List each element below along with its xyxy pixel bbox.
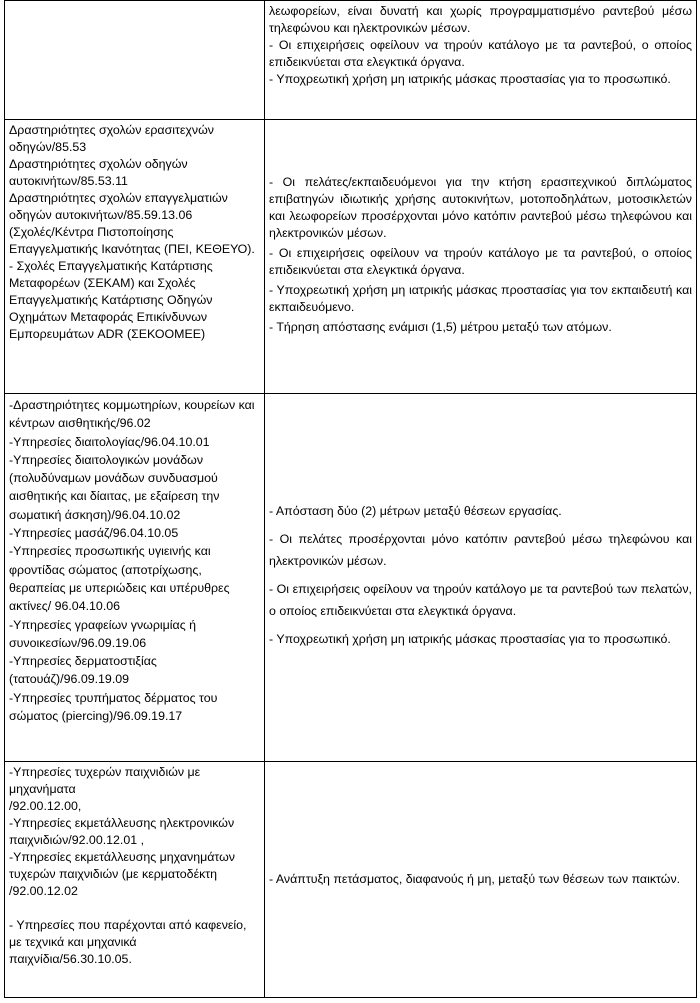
measure-text: - Απόσταση δύο (2) μέτρων μεταξύ θέσεων εργασίας. (269, 503, 562, 518)
activity-text: -Υπηρεσίες διαιτολογικών μονάδων (πολυδύναμων μονάδων συνδυασμού αισθητικής και δίαιτας, με εξαίρεση την σωματική άσκηση)/96.04.10.02 (9, 452, 220, 522)
activity-text: -Υπηρεσίες εκμετάλλευσης μηχανημάτων τυχερών παιχνιδιών (με κερματοδέκτη (9, 850, 235, 881)
measure-text: - Τήρηση απόστασης ενάμισι (1,5) μέτρου μεταξύ των ατόμων. (269, 320, 612, 334)
measure-text: - Οι πελάτες προσέρχονται μόνο κατόπιν ραντεβού μέσω τηλεφώνου και ηλεκτρονικών μέσων. (269, 531, 692, 568)
measures-cell (265, 1, 697, 120)
activity-text: -Υπηρεσίες προσωπικής υγιεινής και φροντίδας σώματος (αποτρίχωσης, θεραπείας με υπεριώδεις και υπέρυθρες ακτίνες/ 96.04.10.06 (9, 544, 230, 614)
measure-text: λεωφορείων, είναι δυνατή και χωρίς προγραμματισμένο ραντεβού μέσω τηλεφώνου και ηλεκτρονικών μέσων. (269, 4, 692, 35)
measure-text: - Ανάπτυξη πετάσματος, διαφανούς ή μη, μεταξύ των θέσεων των παικτών. (269, 872, 681, 886)
activity-text: Δραστηριότητες σχολών οδηγών αυτοκινήτων/85.53.11 (9, 157, 188, 188)
activity-cell (5, 1, 265, 120)
blank-line (9, 900, 260, 917)
activity-text: -Υπηρεσίες γραφείων γνωριμίας ή συνοικεσίων/96.09.19.06 (9, 617, 196, 650)
activity-text: -Δραστηριότητες κομμωτηρίων, κουρείων και κέντρων αισθητικής/96.02 (9, 398, 255, 431)
activity-text: -Υπηρεσίες εκμετάλλευσης ηλεκτρονικών παιχνιδιών/92.00.12.01 , (9, 816, 235, 847)
activity-text: -Υπηρεσίες δερματοστιξίας (τατουάζ)/96.09.19.09 (9, 654, 157, 687)
table-row (5, 120, 697, 394)
measure-text: - Υποχρεωτική χρήση μη ιατρικής μάσκας προστασίας για το προσωπικό. (269, 631, 671, 646)
measure-text: - Οι πελάτες/εκπαιδευόμενοι για την κτήση ερασιτεχνικού διπλώματος επιβατηγών ιδιωτικής χρήσης αυτοκινήτων, μοτοποδηλάτων, μοτοσικλετών και λεωφορείων προσέρχονται μόνο κατόπιν ραντεβού μέσω τηλεφώνου και ηλεκτρονικών μέσων. (269, 175, 692, 240)
measures-cell (265, 394, 697, 762)
activity-text: (Σχολές/Κέντρα Πιστοποίησης Επαγγελματικής Ικανότητας (ΠΕΙ, ΚΕΘΕΥΟ). (9, 225, 255, 256)
activity-cell (5, 762, 265, 998)
activity-text: /92.00.12.02 (9, 884, 78, 898)
measure-text: - Υποχρεωτική χρήση μη ιατρικής μάσκας προστασίας για το προσωπικό. (269, 72, 671, 86)
activity-text: Δραστηριότητες σχολών ερασιτεχνών οδηγών/85.53 (9, 123, 214, 154)
table-row (5, 394, 697, 762)
measure-text: - Οι επιχειρήσεις οφείλουν να τηρούν κατάλογο με τα ραντεβού, ο οποίος επιδεικνύεται στα ελεγκτικά όργανα. (269, 38, 692, 69)
activity-text: - Σχολές Επαγγελματικής Κατάρτισης Μεταφορέων (ΣΕΚΑΜ) και Σχολές Επαγγελματικής Κατάρτισης Οδηγών Οχημάτων Μεταφοράς Επικίνδυνων Εμπορευμάτων ADR (ΣΕΚΟΟΜΕΕ) (9, 259, 213, 341)
activity-text: /92.00.12.00, (9, 799, 82, 813)
activity-cell (5, 120, 265, 394)
measure-text: - Υποχρεωτική χρήση μη ιατρικής μάσκας προστασίας για τον εκπαιδευτή και εκπαιδευόμενο. (269, 283, 692, 314)
measures-cell (265, 120, 697, 394)
measure-text: - Οι επιχειρήσεις οφείλουν να τηρούν κατάλογο με τα ραντεβού των πελατών, ο οποίος επιδεικνύεται στα ελεγκτικά όργανα. (269, 581, 692, 618)
activity-text: -Υπηρεσίες τυχερών παιχνιδιών με μηχανήματα (9, 765, 201, 796)
activity-cell (5, 394, 265, 762)
activity-text: Δραστηριότητες σχολών επαγγελματιών οδηγών αυτοκινήτων/85.59.13.06 (9, 191, 228, 222)
activity-text: -Υπηρεσίες διαιτολογίας/96.04.10.01 (9, 434, 210, 449)
activity-text: - Υπηρεσίες που παρέχονται από καφενείο, με τεχνικά και μηχανικά παιχνίδια/56.30.10.05. (9, 918, 247, 966)
table-row (5, 762, 697, 998)
measures-table (4, 0, 697, 998)
measure-text: - Οι επιχειρήσεις οφείλουν να τηρούν κατάλογο με τα ραντεβού, ο οποίος επιδεικνύεται στα ελεγκτικά όργανα. (269, 246, 692, 277)
document-page (4, 0, 696, 1000)
activity-text: -Υπηρεσίες μασάζ/96.04.10.05 (9, 526, 179, 541)
table-row (5, 1, 697, 120)
measures-cell (265, 762, 697, 998)
activity-text: -Υπηρεσίες τρυπήματος δέρματος του σώματος (piercing)/96.09.19.17 (9, 690, 218, 724)
